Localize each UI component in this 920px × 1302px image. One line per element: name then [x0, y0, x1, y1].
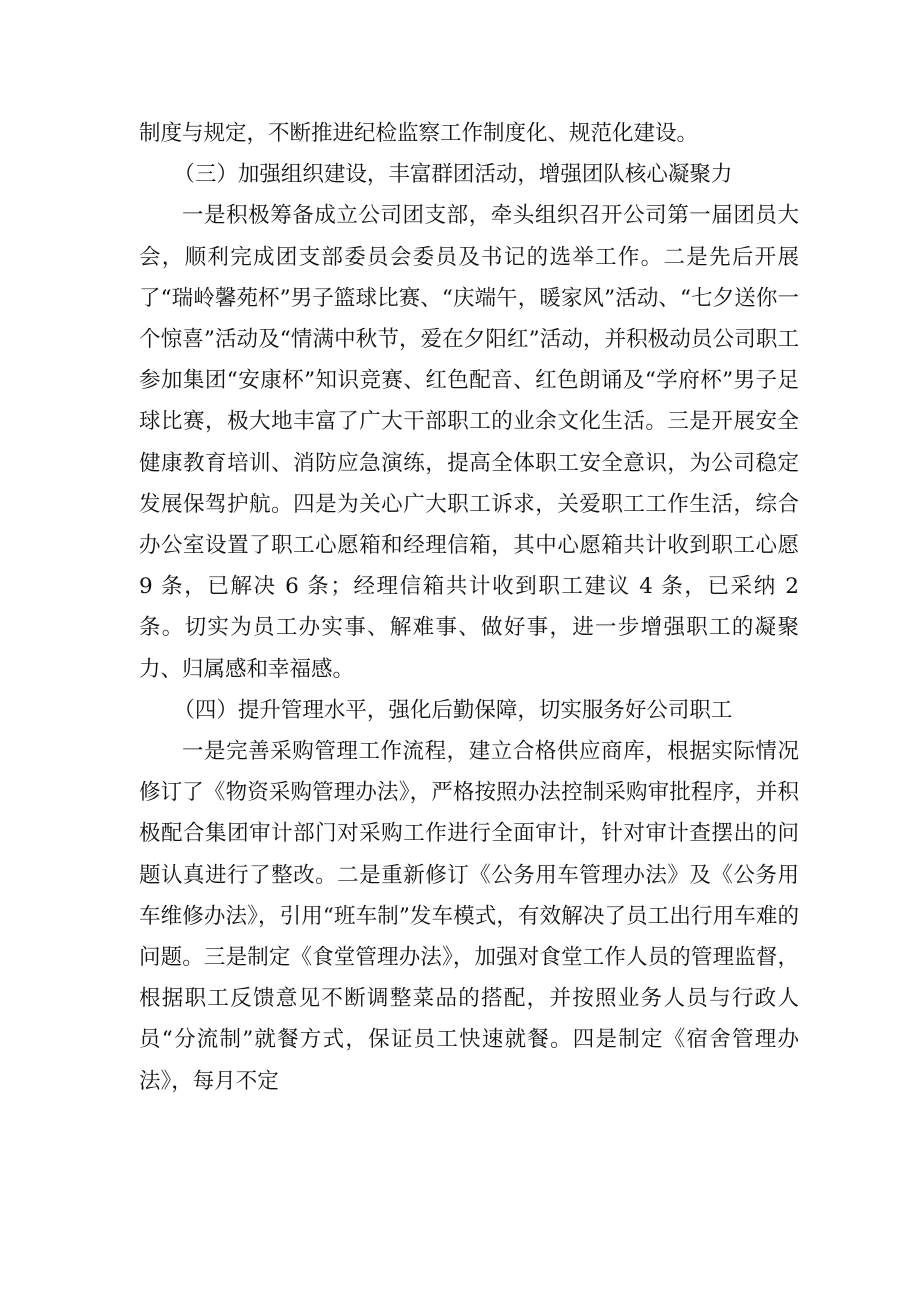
section-heading-3: （三）加强组织建设，丰富群团活动，增强团队核心凝聚力 [173, 162, 733, 188]
section-heading-4: （四）提升管理水平，强化后勤保障，切实服务好公司职工 [173, 697, 733, 723]
paragraph-section-4-body: 一是完善采购管理工作流程，建立合格供应商库，根据实际情况修订了《物资采购管理办法》，严格按照办法控制采购审批程序，并积极配合集团审计部门对采购工作进行全面审计，针对审计查摆出的问题认真进行了整改。二是重新修订《公务用车管理办法》及《公务用车维修办法》，引用“班车制”发车模式，有效解决了员工出行用车难的问题。三是制定《食堂管理办法》，加强对食堂工作人员的管理监督，根据职工反馈意见不断调整菜品的搭配，并按照业务人员与行政人员“分流制”就餐方式，保证员工快速就餐。四是制定《宿舍管理办法》，每月不定 [139, 739, 799, 1094]
paragraph-continuation: 制度与规定，不断推进纪检监察工作制度化、规范化建设。 [139, 121, 699, 146]
document-body [139, 113, 799, 1102]
paragraph-section-3-body: 一是积极筹备成立公司团支部，牵头组织召开公司第一届团员大会，顺利完成团支部委员会委员及书记的选举工作。二是先后开展了“瑞岭馨苑杯”男子篮球比赛、“庆端午，暖家风”活动、“七夕送你一个惊喜”活动及“情满中秋节，爱在夕阳红”活动，并积极动员公司职工参加集团“安康杯”知识竞赛、红色配音、红色朗诵及“学府杯”男子足球比赛，极大地丰富了广大干部职工的业余文化生活。三是开展安全健康教育培训、消防应急演练，提高全体职工安全意识，为公司稳定发展保驾护航。四是为关心广大职工诉求，关爱职工工作生活，综合办公室设置了职工心愿箱和经理信箱，其中心愿箱共计收到职工心愿 9 条，已解决 6 条；经理信箱共计收到职工建议 4 条，已采纳 2 条。切实为员工办实事、解难事、做好事，进一步增强职工的凝聚力、归属感和幸福感。 [139, 203, 799, 682]
